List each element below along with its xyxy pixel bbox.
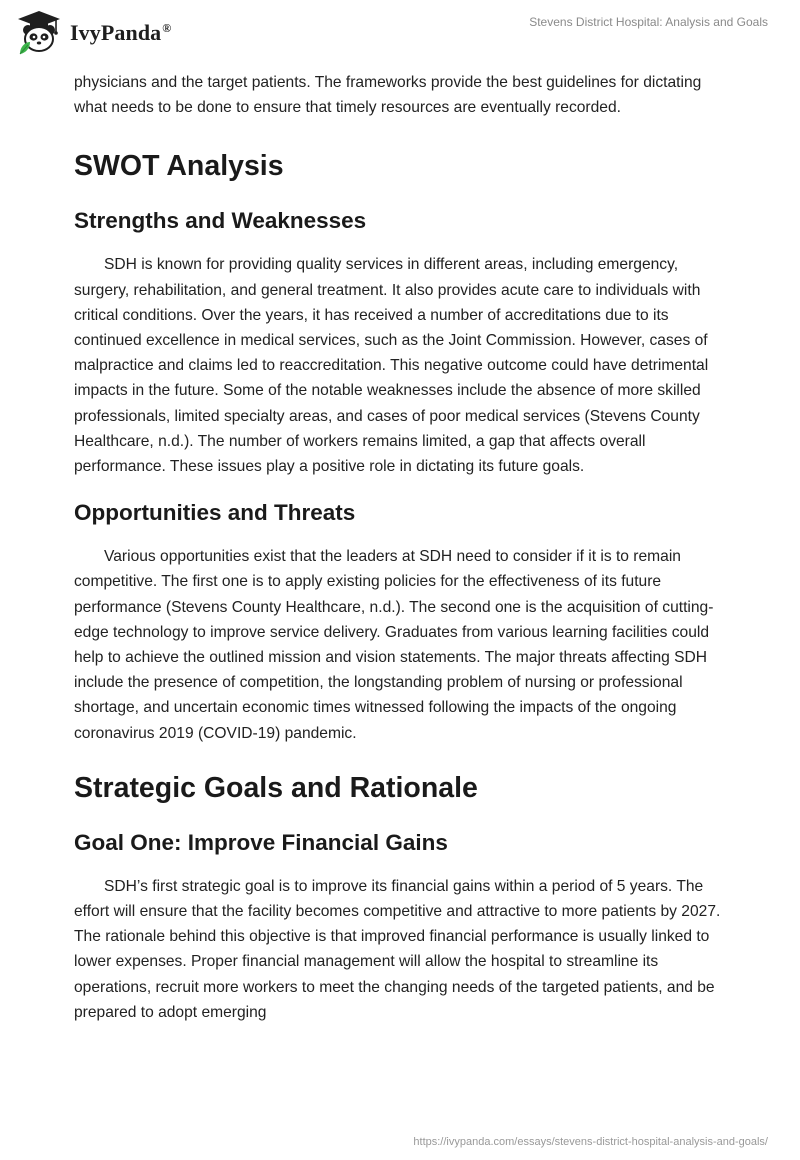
strengths-paragraph: SDH is known for providing quality services in different areas, including emergency, surgery, rehabilitation, and general treatment. It also provides acute care to individuals with critical conditions. Over the years, it has received a number of accreditations due to its continued excellence in medical services, such as the Joint Commission. However, cases of malpractice and claims led to reaccreditation. This negative outcome could have detrimental impacts in the future. Some of the notable weaknesses include the absence of more skilled professionals, limited specialty areas, and cases of poor medical services (Stevens County Healthcare, n.d.). The number of workers remains limited, a gap that affects overall performance. These issues play a positive role in dictating its future goals. xyxy=(74,256,709,476)
opportunities-paragraph: Various opportunities exist that the leaders at SDH need to consider if it is to remain competitive. The first one is to apply existing policies for the effectiveness of its future performance (Stevens County Healthcare, n.d.). The second one is the acquisition of cutting-edge technology to improve service delivery. Graduates from various learning facilities could help to achieve the outlined mission and vision statements. The major threats affecting SDH include the presence of competition, the longstanding problem of nursing or professional shortage, and uncertain economic times witnessed following the impacts of the ongoing coronavirus 2019 (COVID-19) pandemic. xyxy=(74,548,714,742)
subheading-goal-one: Goal One: Improve Financial Gains xyxy=(74,829,448,855)
subheading-strengths-weaknesses: Strengths and Weaknesses xyxy=(74,208,367,234)
brand-logo[interactable] xyxy=(14,8,171,58)
section-heading-swot: SWOT Analysis xyxy=(74,150,284,183)
intro-paragraph: physicians and the target patients. The frameworks provide the best guidelines for dictating what needs to be done to ensure that timely resources are eventually recorded. xyxy=(74,74,702,117)
section-heading-goals: Strategic Goals and Rationale xyxy=(74,771,478,804)
source-url[interactable]: https://ivypanda.com/essays/stevens-district-hospital-analysis-and-goals/ xyxy=(413,1136,768,1148)
document-title: Stevens District Hospital: Analysis and Goals xyxy=(529,15,768,29)
goal-one-paragraph: SDH’s first strategic goal is to improve its financial gains within a period of 5 years. The effort will ensure that the facility becomes competitive and attractive to more patients by 2027. The rationale behind this objective is that improved financial performance is usually linked to lower expenses. Proper financial management will allow the hospital to streamline its operations, recruit more workers to meet the changing needs of the targeted patients, and be prepared to adopt emerging xyxy=(74,877,721,1021)
page-header xyxy=(0,0,800,70)
essay-content xyxy=(74,70,726,1025)
brand-name: IvyPanda® xyxy=(70,20,172,45)
panda-graduate-icon xyxy=(14,8,64,58)
subheading-opportunities-threats: Opportunities and Threats xyxy=(74,500,356,526)
